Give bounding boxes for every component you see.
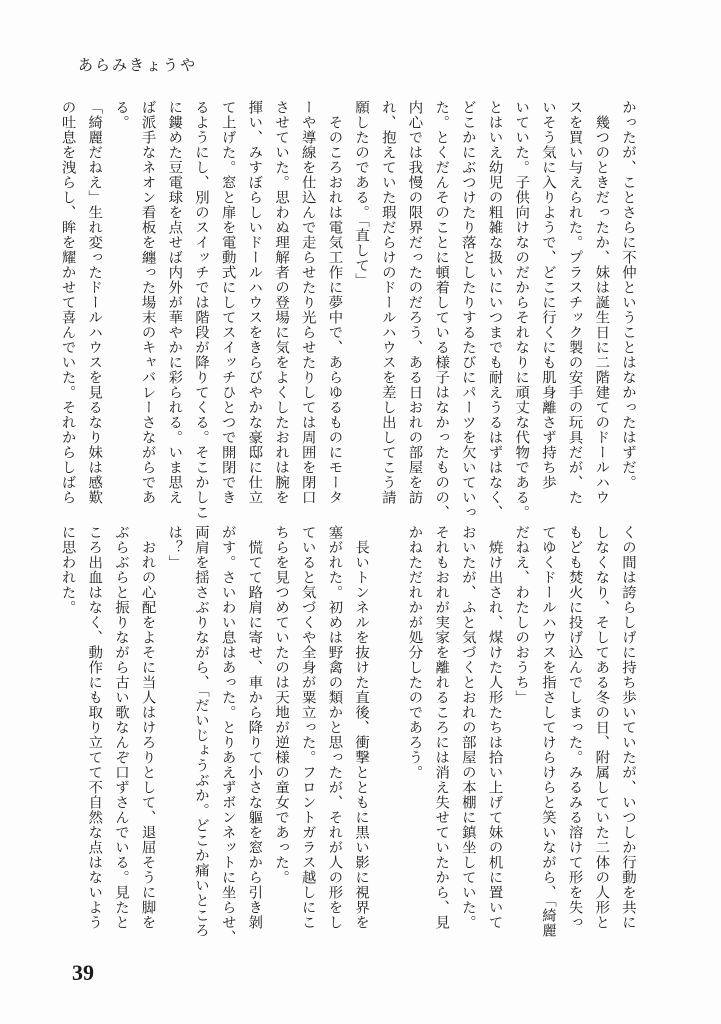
text-line: おれの心配をよそに当人はけろりとして、退屈そうに脚を [139,525,156,930]
text-line: る。 [112,100,129,130]
text-line: それもおれが実家を離れるころには消え失せていたから、見 [433,525,450,930]
text-line: いそう気に入りようで、どこに行くにも肌身離さず持ち歩 [539,100,556,490]
text-line: ころ出血はなく、動作にも取り立てて不自然な点はないよう [86,525,103,930]
text-line: た。とくだんそのことに頓着している様子はなかったものの、 [433,100,450,520]
text-line: てゆくドールハウスを指さしてけらけらと笑いながら、「綺麗 [539,525,556,938]
upper-text-block [59,100,636,520]
text-line: ぶらぶらと振りながら古い歌なんぞ口ずさんでいる。見たと [112,525,129,930]
text-line: かねただれかが処分したのであろう。 [406,525,423,780]
text-line: ーや導線を仕込んで走らせたり光らせたりしては周囲を閉口 [299,100,316,505]
text-line: どこかにぶつけたり落としたりするたびにパーツを欠いていっ [459,100,476,520]
text-line: とはいえ幼児の粗雑な扱いにいつまでも耐えうるはずはなく、 [486,100,503,520]
text-line: ば派手なネオン看板を纏った場末のキャバレーさながらであ [139,100,156,505]
text-line: いていた。子供向けなのだからそれなりに頑丈な代物である。 [513,100,530,520]
text-line: 両肩を揺さぶりながら、「だいじょうぶか。どこか痛いところ [193,525,209,938]
text-line: は？」 [166,525,183,570]
text-line: 願したのである。「直して」 [353,100,370,288]
page-number: 39 [72,960,94,985]
text-line: だねえ、わたしのおうち」 [513,525,530,705]
text-line: スを買い与えられた。プラスチック製の安手の玩具だが、た [566,100,583,505]
text-line: るようにし、別のスイッチでは階段が降りてくる。そこかしこ [193,100,209,520]
text-line: 内心では我慢の限界だったのだろう、ある日おれの部屋を訪 [406,100,423,505]
text-line: 幾つのときだったか、妹は誕生日に二階建てのドールハウ [593,100,610,505]
text-line: ていると気づくや全身が粟立った。フロントガラス越しにこ [299,525,316,930]
text-line: れ、抱えていた瑕だらけのドールハウスを差し出してこう請 [379,100,396,505]
text-line: に鏤めた豆電球を点せば内外が華やかに彩られる。いま思え [166,100,183,505]
text-line: もども焚火に投げ込んでしまった。みるみる溶けて形を失っ [566,525,583,930]
text-line: て上げた。窓と扉を電動式にしてスイッチひとつで開閉でき [219,100,236,505]
text-line: 焼け出され、煤けた人形たちは拾い上げて妹の机に置いて [486,525,503,930]
text-line: しなくなり、そしてある冬の日、附属していた二体の人形と [593,525,610,930]
text-line: 慌てて路肩に寄せ、車から降りて小さな軀を窓から引き剝 [246,525,263,930]
text-line: 塞がれた。初めは野禽の類かと思ったが、それが人の形をし [326,525,343,930]
text-line: かったが、ことさらに不仲ということはなかったはずだ。 [620,100,636,490]
text-line: に思われた。 [59,525,76,615]
text-line: そのころおれは電気工作に夢中で、あらゆるものにモータ [326,100,343,505]
text-line: 「綺麗だねえ」生れ変ったドールハウスを見るなり妹は感歎 [86,100,103,505]
text-line: 揮い、みすぼらしいドールハウスをきらびやかな豪邸に仕立 [246,100,263,505]
running-header: あらみきょうや [78,56,198,74]
lower-text-block [59,525,636,945]
text-line: おいたが、ふと気づくとおれの部屋の本棚に鎮坐していた。 [459,525,476,930]
text-line: ちらを見つめていたのは天地が逆様の童女であった。 [273,525,290,885]
text-line: 長いトンネルを抜けた直後、衝撃とともに黒い影に視界を [353,525,370,930]
text-line: くの間は誇らしげに持ち歩いていたが、いつしか行動を共に [620,525,636,930]
text-line: がす。さいわい息はあった。とりあえずボンネットに坐らせ、 [219,525,236,945]
text-line: の吐息を洩らし、眸を耀かせて喜んでいた。それからしばら [59,100,76,505]
text-line: させていた。思わぬ理解者の登場に気をよくしたおれは腕を [273,100,290,505]
